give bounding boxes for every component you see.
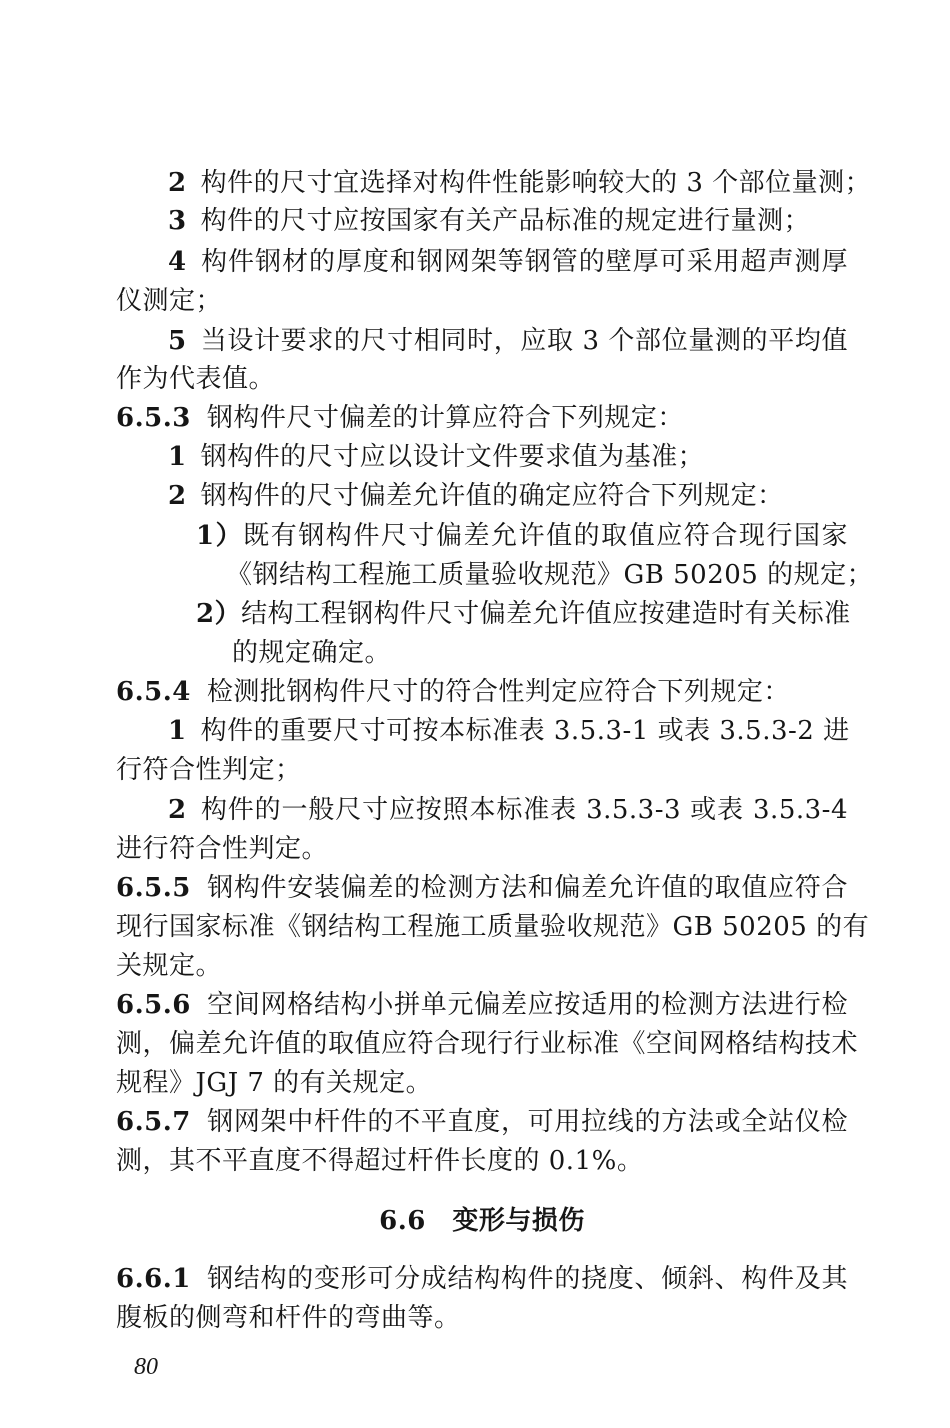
page-number: 80 bbox=[134, 1354, 158, 1380]
text-line: 《钢结构工程施工质量验收规范》GB 50205 的规定； bbox=[226, 560, 874, 590]
text-line: 1）既有钢构件尺寸偏差允许值的取值应符合现行国家 bbox=[196, 521, 848, 551]
text-line: 规程》JGJ 7 的有关规定。 bbox=[116, 1068, 433, 1098]
text-line: 仪测定； bbox=[116, 286, 223, 316]
text-line: 行符合性判定； bbox=[116, 755, 302, 785]
text-line: 2 构件的一般尺寸应按照本标准表 3.5.3-3 或表 3.5.3-4 bbox=[168, 795, 848, 825]
clause-6-5-3: 6.5.3 钢构件尺寸偏差的计算应符合下列规定： bbox=[116, 403, 684, 433]
text-line: 腹板的侧弯和杆件的弯曲等。 bbox=[116, 1303, 461, 1333]
clause-6-6-1: 6.6.1 钢结构的变形可分成结构构件的挠度、倾斜、构件及其 bbox=[116, 1264, 848, 1294]
text-line: 的规定确定。 bbox=[232, 638, 392, 668]
text-line: 2 钢构件的尺寸偏差允许值的确定应符合下列规定： bbox=[168, 481, 784, 511]
text-line: 进行符合性判定。 bbox=[116, 834, 329, 864]
text-line: 测，其不平直度不得超过杆件长度的 0.1%。 bbox=[116, 1146, 644, 1176]
text-line: 2）结构工程钢构件尺寸偏差允许值应按建造时有关标准 bbox=[196, 599, 851, 629]
clause-6-5-5: 6.5.5 钢构件安装偏差的检测方法和偏差允许值的取值应符合 bbox=[116, 873, 848, 903]
text-line: 1 构件的重要尺寸可按本标准表 3.5.3-1 或表 3.5.3-2 进 bbox=[168, 716, 850, 746]
text-line: 1 钢构件的尺寸应以设计文件要求值为基准； bbox=[168, 442, 705, 472]
text-line: 5 当设计要求的尺寸相同时，应取 3 个部位量测的平均值 bbox=[168, 326, 848, 356]
section-heading: 6.6 变形与损伤 bbox=[379, 1206, 585, 1236]
clause-6-5-6: 6.5.6 空间网格结构小拼单元偏差应按适用的检测方法进行检 bbox=[116, 990, 848, 1020]
clause-6-5-7: 6.5.7 钢网架中杆件的不平直度，可用拉线的方法或全站仪检 bbox=[116, 1107, 848, 1137]
text-line: 3 构件的尺寸应按国家有关产品标准的规定进行量测； bbox=[168, 206, 811, 236]
text-line: 现行国家标准《钢结构工程施工质量验收规范》GB 50205 的有 bbox=[116, 912, 870, 942]
text-line: 4 构件钢材的厚度和钢网架等钢管的壁厚可采用超声测厚 bbox=[168, 247, 848, 277]
text-line: 关规定。 bbox=[116, 951, 223, 981]
text-line: 作为代表值。 bbox=[116, 364, 276, 394]
clause-6-5-4: 6.5.4 检测批钢构件尺寸的符合性判定应符合下列规定： bbox=[116, 677, 790, 707]
text-line: 测，偏差允许值的取值应符合现行行业标准《空间网格结构技术 bbox=[116, 1029, 859, 1059]
text-line: 2 构件的尺寸宜选择对构件性能影响较大的 3 个部位量测； bbox=[168, 168, 872, 198]
